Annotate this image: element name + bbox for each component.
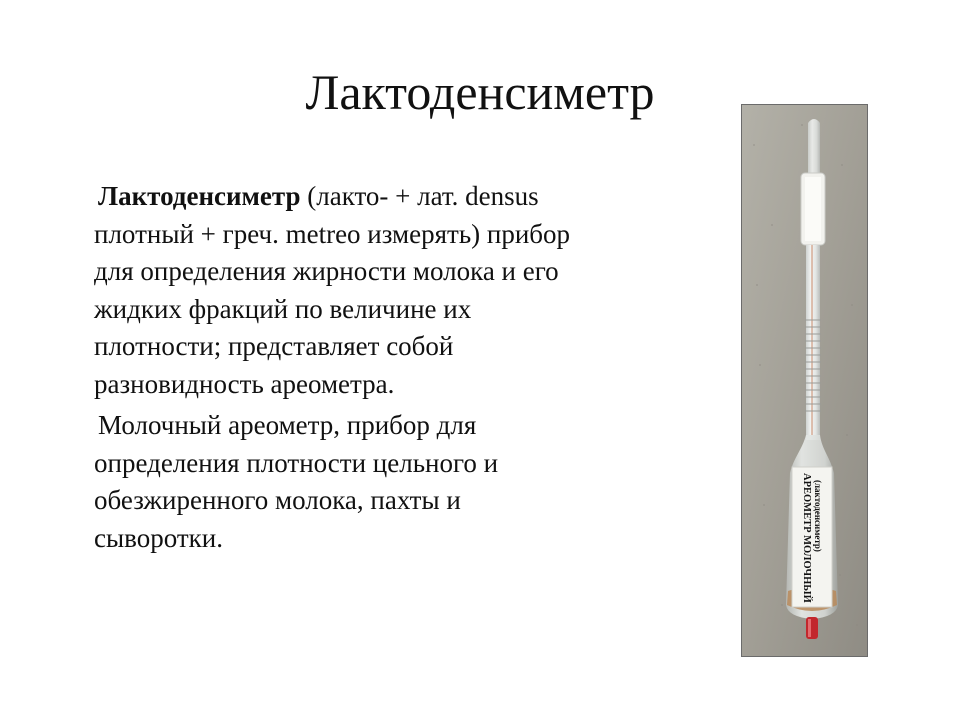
top-glass-tip bbox=[808, 119, 820, 175]
page-title: Лактоденсиметр bbox=[305, 64, 655, 120]
lactodensimeter-photo bbox=[741, 104, 868, 657]
body-text bbox=[94, 178, 594, 561]
lactodensimeter-image bbox=[742, 105, 867, 656]
definition-text: (лакто- + лат. densus плотный + греч. metreo измерять) прибор для определения жирности молока и его жидких фракций по величине их плотности; представляет собой разновидность ареометра. bbox=[94, 181, 571, 399]
term-bold: Лактоденсиметр bbox=[98, 181, 301, 211]
label-line2: (лактоденсиметр) bbox=[813, 480, 823, 552]
description-text: Молочный ареометр, прибор для определения плотности цельного и обезжиренного молока, пахты и сыворотки. bbox=[94, 410, 499, 553]
label-line1: АРЕОМЕТР МОЛОЧНЫЙ bbox=[801, 473, 812, 603]
description-paragraph bbox=[94, 407, 594, 557]
bottom-tip bbox=[806, 617, 818, 639]
definition-paragraph bbox=[94, 178, 594, 403]
